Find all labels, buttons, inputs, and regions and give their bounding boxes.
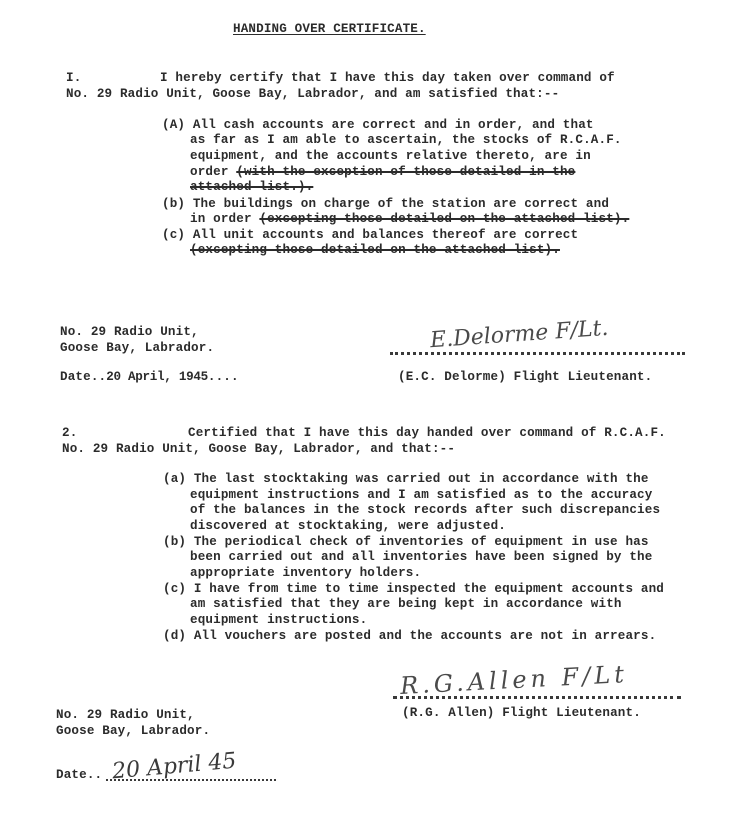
- section2-signatory: (R.G. Allen) Flight Lieutenant.: [402, 706, 641, 720]
- section1-item-b-struck-text: (excepting those detailed on the attached list).: [259, 212, 630, 226]
- section2-item-d-line1: (d) All vouchers are posted and the accounts are not in arrears.: [163, 629, 657, 643]
- section2-signature: R.G.Allen F/Lt: [399, 660, 629, 700]
- section1-item-c-line1: (c) All unit accounts and balances thereof are correct: [162, 228, 579, 242]
- section1-item-a-line4: [190, 165, 575, 180]
- section2-date-label: Date..: [56, 768, 103, 782]
- section1-item-c-line2: (excepting those detailed on the attached list).: [190, 243, 560, 257]
- section1-date-value: 20 April, 1945: [106, 370, 208, 384]
- section2-item-c-line2: am satisfied that they are being kept in accordance with: [190, 597, 622, 611]
- section2-item-c-line1: (c) I have from time to time inspected the equipment accounts and: [163, 582, 664, 596]
- section2-item-c-line3: equipment instructions.: [190, 613, 368, 627]
- section1-signature: E.Delorme F/Lt.: [429, 315, 610, 354]
- section1-item-a-line4-start: order: [190, 165, 237, 179]
- section2-intro-line2: No. 29 Radio Unit, Goose Bay, Labrador, and that:--: [62, 442, 456, 456]
- section2-item-a-line4: discovered at stocktaking, were adjusted.: [190, 519, 507, 533]
- section2-intro-line1: Certified that I have this day handed over command of R.C.A.F.: [188, 426, 666, 440]
- section1-signature-line: [390, 352, 685, 355]
- section1-unit-line1: No. 29 Radio Unit,: [60, 325, 199, 339]
- section2-item-a-line3: of the balances in the stock records after such discrepancies: [190, 503, 661, 517]
- section2-unit-line1: No. 29 Radio Unit,: [56, 708, 195, 722]
- section1-signatory: (E.C. Delorme) Flight Lieutenant.: [398, 370, 653, 384]
- section2-date-value: 20 April 45: [111, 748, 238, 785]
- section2-item-b-line3: appropriate inventory holders.: [190, 566, 422, 580]
- section1-item-a-line1: (A) All cash accounts are correct and in order, and that: [162, 118, 594, 132]
- section2-item-b-line1: (b) The periodical check of inventories of equipment in use has: [163, 535, 649, 549]
- section1-date-label: Date..: [60, 370, 107, 384]
- section1-date-row: [60, 370, 239, 385]
- section1-item-b-line2: [190, 212, 629, 227]
- section1-item-a-line2: as far as I am able to ascertain, the stocks of R.C.A.F.: [190, 133, 622, 147]
- section1-number: I.: [66, 71, 82, 85]
- section1-item-a-line5: attached list.).: [190, 180, 314, 194]
- section2-unit-line2: Goose Bay, Labrador.: [56, 724, 211, 738]
- section2-signature-line: [393, 696, 681, 699]
- section1-intro-line2: No. 29 Radio Unit, Goose Bay, Labrador, and am satisfied that:--: [66, 87, 560, 101]
- section2-item-a-line2: equipment instructions and I am satisfied as to the accuracy: [190, 488, 653, 502]
- section2-number: 2.: [62, 426, 78, 440]
- section2-item-a-line1: (a) The last stocktaking was carried out in accordance with the: [163, 472, 649, 486]
- section1-date-tail: ....: [207, 370, 239, 384]
- section1-item-b-line1: (b) The buildings on charge of the station are correct and: [162, 197, 610, 211]
- section1-unit-line2: Goose Bay, Labrador.: [60, 341, 215, 355]
- section1-intro-line1: I hereby certify that I have this day taken over command of: [160, 71, 615, 85]
- section1-item-b-line2-start: in order: [190, 212, 260, 226]
- section2-item-b-line2: been carried out and all inventories have been signed by the: [190, 550, 653, 564]
- section1-item-a-line3: equipment, and the accounts relative thereto, are in: [190, 149, 591, 163]
- page-title: HANDING OVER CERTIFICATE.: [233, 22, 426, 36]
- section1-item-a-struck-text: (with the exception of those detailed in the: [236, 165, 576, 179]
